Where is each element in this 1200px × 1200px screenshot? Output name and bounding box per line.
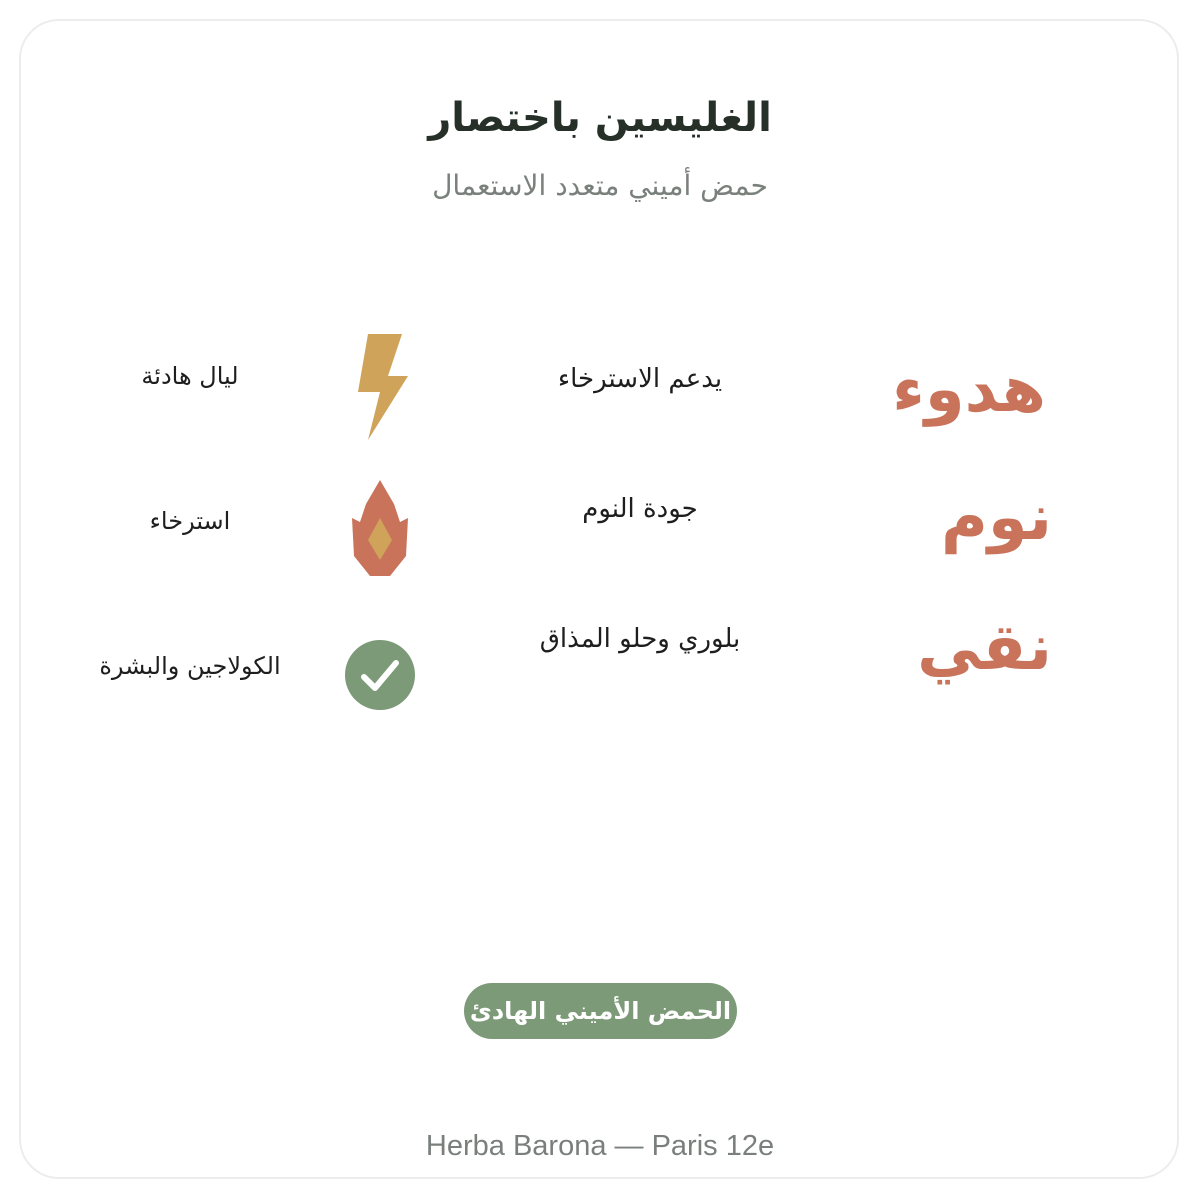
check-circle-icon (344, 639, 416, 711)
lightning-icon (350, 332, 412, 442)
row-description-pure: بلوري وحلو المذاق (539, 624, 741, 654)
row-tag-calm: ليال هادئة (141, 362, 239, 390)
row-description-sleep: جودة النوم (582, 494, 698, 524)
row-tag-sleep: استرخاء (149, 507, 231, 535)
flame-icon (350, 478, 410, 578)
footer-text: Herba Barona — Paris 12e (425, 1130, 775, 1162)
page-title: الغليسين باختصار (428, 95, 772, 141)
row-description-calm: يدعم الاسترخاء (557, 364, 723, 394)
row-word-calm: هدوء (892, 353, 1046, 427)
row-tag-pure: الكولاجين والبشرة (99, 652, 281, 680)
row-word-pure: نقي (917, 611, 1052, 685)
page-subtitle: حمض أميني متعدد الاستعمال (432, 169, 768, 202)
badge-pill: الحمض الأميني الهادئ (464, 983, 737, 1039)
row-word-sleep: نوم (940, 481, 1052, 555)
